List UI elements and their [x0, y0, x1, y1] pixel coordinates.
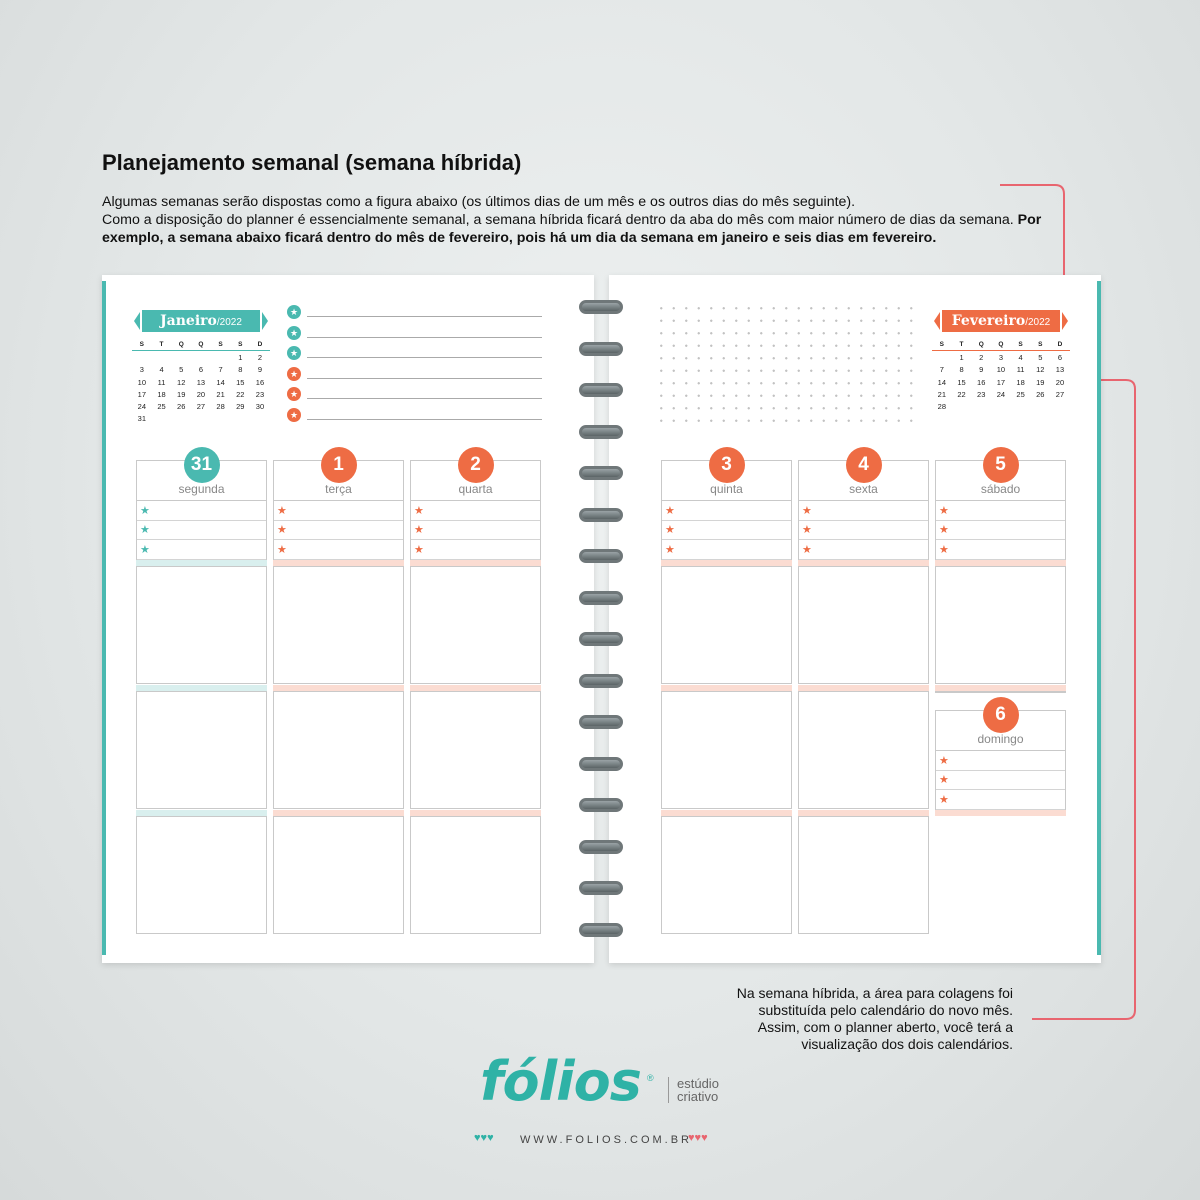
day-name: sexta — [849, 482, 878, 496]
weekday-label: S — [218, 341, 223, 349]
star-icon: ★ — [414, 524, 424, 537]
task-row[interactable] — [411, 501, 540, 521]
day-number: 2 — [458, 447, 494, 483]
star-icon: ★ — [939, 793, 949, 806]
goal-line-rule — [307, 369, 542, 379]
task-row[interactable] — [936, 540, 1065, 560]
weekday-label: D — [1057, 341, 1063, 349]
calendar-day: 7 — [218, 365, 223, 375]
january-mini-calendar — [132, 339, 270, 425]
hearts-right-icon: ♥♥♥ — [688, 1132, 708, 1144]
calendar-day: 21 — [937, 389, 947, 399]
january-year-label: /2022 — [216, 317, 242, 328]
note-area[interactable] — [661, 691, 792, 809]
star-icon: ★ — [802, 543, 812, 556]
calendar-day: 6 — [198, 365, 203, 375]
note-area[interactable] — [661, 816, 792, 934]
day-header — [662, 454, 791, 501]
calendar-day: 28 — [216, 402, 225, 412]
calendar-day: 12 — [177, 377, 186, 387]
note-area[interactable] — [410, 691, 541, 809]
spiral-ring — [579, 674, 623, 688]
day-number: 31 — [184, 447, 220, 483]
task-row[interactable] — [274, 540, 403, 560]
task-row[interactable] — [137, 501, 266, 521]
task-row[interactable] — [274, 501, 403, 521]
calendar-day: 25 — [1016, 389, 1025, 399]
calendar-day: 20 — [196, 389, 206, 399]
day-name: quarta — [458, 482, 493, 496]
weekday-label: S — [139, 341, 145, 349]
spiral-ring — [579, 757, 623, 771]
star-icon: ★ — [277, 524, 287, 537]
calendar-day: 19 — [1036, 377, 1045, 387]
intro-bold: Por exemplo, a semana abaixo ficará dentro do mês de fevereiro, pois há um dia da semana em janeiro e seis dias em fevereiro. — [102, 212, 1042, 246]
calendar-day: 7 — [939, 365, 944, 375]
calendar-day: 2 — [979, 352, 984, 362]
spiral-ring — [579, 425, 623, 439]
calendar-day: 17 — [137, 389, 147, 399]
star-icon: ★ — [665, 504, 675, 517]
calendar-day: 26 — [177, 402, 186, 412]
note-area[interactable] — [935, 691, 1066, 693]
folios-logo: fólios — [480, 1050, 641, 1113]
calendar-week-row — [932, 364, 1070, 376]
calendar-day: 14 — [216, 377, 225, 387]
calendar-day: 16 — [977, 377, 986, 387]
calendar-day: 15 — [957, 377, 966, 387]
goal-line-rule — [307, 410, 542, 420]
goal-line[interactable] — [287, 384, 542, 405]
calendar-day: 4 — [1018, 352, 1023, 362]
note-area[interactable] — [136, 691, 267, 809]
calendar-week-row — [132, 388, 270, 400]
calendar-day: 24 — [137, 402, 147, 412]
calendar-day: 18 — [157, 389, 166, 399]
calendar-day: 10 — [137, 377, 147, 387]
day-box-terça — [273, 454, 404, 561]
calendar-day: 9 — [979, 365, 984, 375]
calendar-day: 4 — [159, 365, 164, 375]
spiral-ring — [579, 342, 623, 356]
calendar-day: 2 — [257, 352, 263, 362]
day-header — [799, 454, 928, 501]
calendar-day: 3 — [139, 365, 144, 375]
calendar-day: 28 — [937, 402, 947, 412]
calendar-day: 20 — [1055, 377, 1065, 387]
goal-line[interactable] — [287, 364, 542, 385]
star-icon: ★ — [287, 346, 301, 360]
calendar-day: 1 — [238, 352, 243, 362]
calendar-weekday-row — [132, 339, 270, 351]
left-cover-edge — [102, 281, 106, 955]
calendar-day: 19 — [177, 389, 186, 399]
intro-line-1: Algumas semanas serão dispostas como a figura abaixo (os últimos dias de um mês e os outros dias do mês seguinte). — [102, 194, 856, 210]
weekday-label: Q — [978, 341, 984, 349]
weekday-label: T — [959, 341, 964, 349]
banner-right-tip — [262, 312, 268, 330]
star-icon: ★ — [665, 524, 675, 537]
task-row[interactable] — [411, 540, 540, 560]
day-number: 5 — [983, 447, 1019, 483]
spiral-ring — [579, 632, 623, 646]
weekday-label: Q — [998, 341, 1004, 349]
task-row[interactable] — [799, 501, 928, 521]
day-number: 3 — [709, 447, 745, 483]
calendar-day: 24 — [996, 389, 1006, 399]
goal-line[interactable] — [287, 343, 542, 364]
calendar-week-row — [932, 388, 1070, 400]
note-area[interactable] — [935, 566, 1066, 684]
task-row[interactable] — [662, 521, 791, 541]
calendar-week-row — [932, 376, 1070, 388]
calendar-day: 23 — [977, 389, 986, 399]
day-box-sexta — [798, 454, 929, 561]
calendar-day: 8 — [959, 365, 964, 375]
spiral-ring — [579, 549, 623, 563]
banner-left-tip — [134, 312, 140, 330]
day-box-quarta — [410, 454, 541, 561]
weekday-label: S — [1038, 341, 1043, 349]
note-area[interactable] — [273, 566, 404, 684]
calendar-day: 11 — [1016, 365, 1025, 375]
day-box-sábado — [935, 454, 1066, 561]
calendar-day: 10 — [996, 365, 1006, 375]
day-header — [137, 454, 266, 501]
spiral-ring — [579, 508, 623, 522]
spiral-ring — [579, 840, 623, 854]
calendar-day: 17 — [996, 377, 1006, 387]
day-name: segunda — [178, 482, 225, 496]
task-row[interactable] — [936, 501, 1065, 521]
task-row[interactable] — [662, 501, 791, 521]
calendar-day: 13 — [196, 377, 206, 387]
february-year-label: /2022 — [1025, 317, 1051, 328]
goal-line[interactable] — [287, 405, 542, 426]
callout-text: Na semana híbrida, a área para colagens foi substituída pelo calendário do novo mês. Assim, com o planner aberto, você terá a visualização dos dois calendários. — [736, 985, 1013, 1052]
studio-tagline — [668, 1077, 719, 1103]
calendar-weekday-row — [932, 339, 1070, 351]
weekday-label: Q — [198, 341, 204, 349]
dotted-notes-area — [655, 302, 920, 427]
goal-line[interactable] — [287, 323, 542, 344]
note-area[interactable] — [410, 816, 541, 934]
calendar-day: 11 — [157, 377, 166, 387]
task-row[interactable] — [799, 521, 928, 541]
task-row[interactable] — [137, 521, 266, 541]
note-area[interactable] — [661, 566, 792, 684]
note-area[interactable] — [273, 691, 404, 809]
goal-line-rule — [307, 348, 542, 358]
spiral-ring — [579, 715, 623, 729]
note-area[interactable] — [798, 566, 929, 684]
banner-left-tip — [934, 312, 940, 330]
note-area[interactable] — [410, 566, 541, 684]
calendar-day: 5 — [179, 365, 184, 375]
february-banner — [942, 310, 1060, 332]
day-header — [936, 704, 1065, 751]
goal-line-rule — [307, 307, 542, 317]
star-icon: ★ — [665, 543, 675, 556]
task-row[interactable] — [936, 771, 1065, 791]
star-icon: ★ — [414, 543, 424, 556]
day-box-domingo — [935, 704, 1066, 811]
day-header — [411, 454, 540, 501]
day-name: terça — [325, 482, 352, 496]
weekday-label: S — [1018, 341, 1023, 349]
right-cover-edge — [1097, 281, 1101, 955]
calendar-day: 31 — [137, 414, 147, 424]
star-icon: ★ — [140, 504, 150, 517]
star-icon: ★ — [802, 504, 812, 517]
calendar-week-row — [132, 413, 270, 425]
calendar-day: 21 — [216, 389, 225, 399]
task-row[interactable] — [936, 521, 1065, 541]
star-icon: ★ — [287, 305, 301, 319]
tagline-2: criativo — [677, 1089, 719, 1104]
star-icon: ★ — [939, 543, 949, 556]
note-area[interactable] — [798, 816, 929, 934]
calendar-day: 8 — [238, 365, 243, 375]
calendar-day: 25 — [157, 402, 166, 412]
spiral-ring — [579, 591, 623, 605]
note-area[interactable] — [798, 691, 929, 809]
star-icon: ★ — [414, 504, 424, 517]
star-icon: ★ — [802, 524, 812, 537]
calendar-week-row — [932, 351, 1070, 363]
day-number: 1 — [321, 447, 357, 483]
task-row[interactable] — [411, 521, 540, 541]
note-divider — [935, 810, 1066, 816]
star-icon: ★ — [939, 524, 949, 537]
note-area[interactable] — [136, 566, 267, 684]
star-icon: ★ — [287, 387, 301, 401]
day-name: quinta — [710, 482, 743, 496]
star-icon: ★ — [939, 774, 949, 787]
weekday-label: T — [159, 341, 164, 349]
january-month-label: Janeiro — [160, 313, 217, 329]
calendar-day: 14 — [937, 377, 947, 387]
day-number: 6 — [983, 697, 1019, 733]
calendar-day: 26 — [1036, 389, 1045, 399]
weekday-label: Q — [178, 341, 184, 349]
spiral-ring — [579, 383, 623, 397]
calendar-day: 15 — [236, 377, 245, 387]
star-icon: ★ — [939, 504, 949, 517]
calendar-day: 22 — [957, 389, 966, 399]
note-area[interactable] — [136, 816, 267, 934]
task-row[interactable] — [274, 521, 403, 541]
tagline-1: estúdio — [677, 1076, 719, 1091]
day-number: 4 — [846, 447, 882, 483]
calendar-week-row — [932, 400, 1070, 412]
calendar-week-row — [132, 376, 270, 388]
task-row[interactable] — [799, 540, 928, 560]
star-icon: ★ — [287, 367, 301, 381]
star-icon: ★ — [277, 543, 287, 556]
calendar-day: 12 — [1036, 365, 1045, 375]
february-mini-calendar — [932, 339, 1070, 413]
calendar-day: 22 — [236, 389, 245, 399]
spiral-ring — [579, 300, 623, 314]
calendar-day: 18 — [1016, 377, 1025, 387]
day-header — [936, 454, 1065, 501]
calendar-day: 27 — [196, 402, 206, 412]
hearts-left-icon: ♥♥♥ — [474, 1132, 494, 1144]
calendar-day: 5 — [1038, 352, 1043, 362]
weekday-label: D — [257, 341, 263, 349]
star-icon: ★ — [287, 326, 301, 340]
january-banner — [142, 310, 260, 332]
calendar-week-row — [132, 400, 270, 412]
star-icon: ★ — [277, 504, 287, 517]
calendar-day: 3 — [998, 352, 1003, 362]
day-box-segunda — [136, 454, 267, 561]
calendar-day: 13 — [1055, 365, 1065, 375]
spiral-ring — [579, 466, 623, 480]
calendar-day: 30 — [255, 402, 265, 412]
weekday-label: S — [939, 341, 945, 349]
calendar-day: 6 — [1057, 352, 1063, 362]
task-row[interactable] — [936, 751, 1065, 771]
day-box-quinta — [661, 454, 792, 561]
calendar-day: 16 — [255, 377, 265, 387]
calendar-week-row — [132, 351, 270, 363]
star-icon: ★ — [140, 524, 150, 537]
day-header — [274, 454, 403, 501]
star-icon: ★ — [140, 543, 150, 556]
goal-line-rule — [307, 328, 542, 338]
star-icon: ★ — [287, 408, 301, 422]
task-row[interactable] — [137, 540, 266, 560]
goal-line[interactable] — [287, 302, 542, 323]
task-row[interactable] — [936, 790, 1065, 810]
day-name: domingo — [977, 732, 1024, 746]
website-url[interactable]: WWW.FOLIOS.COM.BR — [520, 1134, 692, 1146]
goal-line-rule — [307, 389, 542, 399]
registered-mark: ® — [647, 1073, 654, 1083]
day-name: sábado — [980, 482, 1021, 496]
task-row[interactable] — [662, 540, 791, 560]
note-area[interactable] — [273, 816, 404, 934]
calendar-day: 23 — [255, 389, 265, 399]
calendar-day: 27 — [1055, 389, 1065, 399]
weekday-label: S — [238, 341, 243, 349]
spiral-ring — [579, 923, 623, 937]
spiral-ring — [579, 798, 623, 812]
february-month-label: Fevereiro — [951, 313, 1026, 329]
spiral-ring — [579, 881, 623, 895]
star-icon: ★ — [939, 754, 949, 767]
calendar-day: 29 — [236, 402, 245, 412]
calendar-day: 1 — [959, 352, 964, 362]
intro-line-2: Como a disposição do planner é essencialmente semanal, a semana híbrida ficará dentro da aba do mês com maior número de dias da semana. — [102, 212, 1014, 228]
banner-right-tip — [1062, 312, 1068, 330]
calendar-day: 9 — [257, 365, 263, 375]
calendar-week-row — [132, 364, 270, 376]
page-heading: Planejamento semanal (semana híbrida) — [102, 150, 522, 175]
